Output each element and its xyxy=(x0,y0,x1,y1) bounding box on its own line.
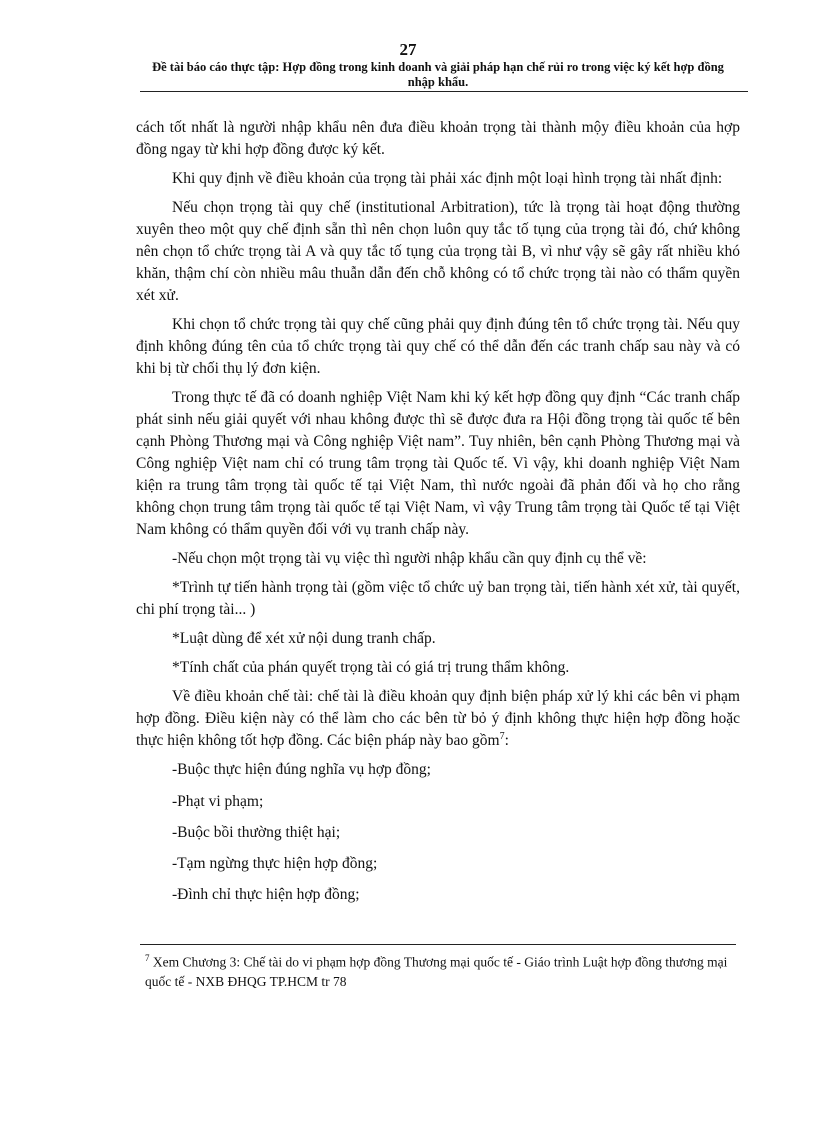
footnote xyxy=(145,949,735,991)
list-item: -Buộc thực hiện đúng nghĩa vụ hợp đồng; xyxy=(172,761,431,778)
running-header-title: Đề tài báo cáo thực tập: Hợp đồng trong kinh doanh và giải pháp hạn chế rủi ro trong việc ký kết hợp đồng nhập khẩu. xyxy=(152,60,724,89)
footnote-text: Xem Chương 3: Chế tài do vi phạm hợp đồng Thương mại quốc tế - Giáo trình Luật hợp đồng thương mại quốc tế - NXB ĐHQG TP.HCM tr 78 xyxy=(145,954,728,989)
paragraph: cách tốt nhất là người nhập khẩu nên đưa điều khoản trọng tài thành mộy điều khoản của hợp đồng ngay từ khi hợp đồng được ký kết. xyxy=(136,119,740,158)
footnote-reference: 7 xyxy=(499,730,505,742)
paragraph: Khi chọn tổ chức trọng tài quy chế cũng phải quy định đúng tên tổ chức trọng tài. Nếu quy định không đúng tên của tổ chức trọng tài quy chế có thể dẫn đến các tranh chấp sau này và có khi bị từ chối thụ lý đơn kiện. xyxy=(136,316,740,377)
footnote-marker: 7 xyxy=(145,953,150,963)
footnote-divider xyxy=(140,944,736,945)
list-item: -Buộc bồi thường thiệt hại; xyxy=(172,824,341,841)
paragraph: Nếu chọn trọng tài quy chế (institutional Arbitration), tức là trọng tài hoạt động thường xuyên theo một quy chế định sẵn thì nên chọn luôn quy tắc tố tụng của trọng tài đó, chứ không nên chọn tổ chức trọng tài A và quy tắc tố tụng của trọng tài B, vì như vậy sẽ gây rất nhiều khó khăn, thậm chí còn nhiều mâu thuẫn dẫn đến chỗ không có tổ chức trọng tài nào có thẩm quyền xét xử. xyxy=(136,199,740,304)
paragraph: *Luật dùng để xét xử nội dung tranh chấp. xyxy=(172,630,436,647)
list-item: -Tạm ngừng thực hiện hợp đồng; xyxy=(172,855,378,872)
header-divider xyxy=(140,91,748,92)
paragraph: Trong thực tế đã có doanh nghiệp Việt Nam khi ký kết hợp đồng quy định “Các tranh chấp phát sinh nếu giải quyết với nhau không được thì sẽ được đưa ra Hội đồng trọng tài quốc tế bên cạnh Phòng Thương mại và Công nghiệp Việt nam”. Tuy nhiên, bên cạnh Phòng Thương mại và Công nghiệp Việt nam chỉ có trung tâm trọng tài Quốc tế. Vì vậy, khi doanh nghiệp Việt Nam kiện ra trung tâm trọng tài quốc tế tại Việt Nam, thì nước ngoài đã phản đối và họ cho rằng không chọn trung tâm trọng tài quốc tế tại Việt Nam, vì vậy Trung tâm trọng tài Quốc tế tại Việt Nam không có thẩm quyền đối với vụ tranh chấp này. xyxy=(136,389,740,538)
paragraph-with-footnote: Về điều khoản chế tài: chế tài là điều khoản quy định biện pháp xử lý khi các bên vi phạm hợp đồng. Điều kiện này có thể làm cho các bên từ bỏ ý định không thực hiện hợp đồng hoặc thực hiện không tốt hợp đồng. Các biện pháp này bao gồm$^7$: xyxy=(136,688,740,749)
paragraph: Khi quy định về điều khoản của trọng tài phải xác định một loại hình trọng tài nhất định: xyxy=(172,170,723,187)
list-item: -Đình chỉ thực hiện hợp đồng; xyxy=(172,886,360,903)
paragraph: -Nếu chọn một trọng tài vụ việc thì người nhập khẩu cần quy định cụ thể về: xyxy=(172,550,647,567)
list-item: -Phạt vi phạm; xyxy=(172,793,264,810)
paragraph: *Trình tự tiến hành trọng tài (gồm việc tổ chức uỷ ban trọng tài, tiến hành xét xử, tài quyết, chi phí trọng tài... ) xyxy=(136,579,740,618)
body-text xyxy=(136,117,740,915)
page-number: 27 xyxy=(399,40,417,59)
paragraph: *Tính chất của phán quyết trọng tài có giá trị trung thẩm không. xyxy=(172,659,570,676)
paragraph-text: Về điều khoản chế tài: chế tài là điều khoản quy định biện pháp xử lý khi các bên vi phạm hợp đồng. Điều kiện này có thể làm cho các bên từ bỏ ý định không thực hiện hợp đồng hoặc thực hiện không tốt hợp đồng. Các biện pháp này bao gồm xyxy=(136,688,740,749)
